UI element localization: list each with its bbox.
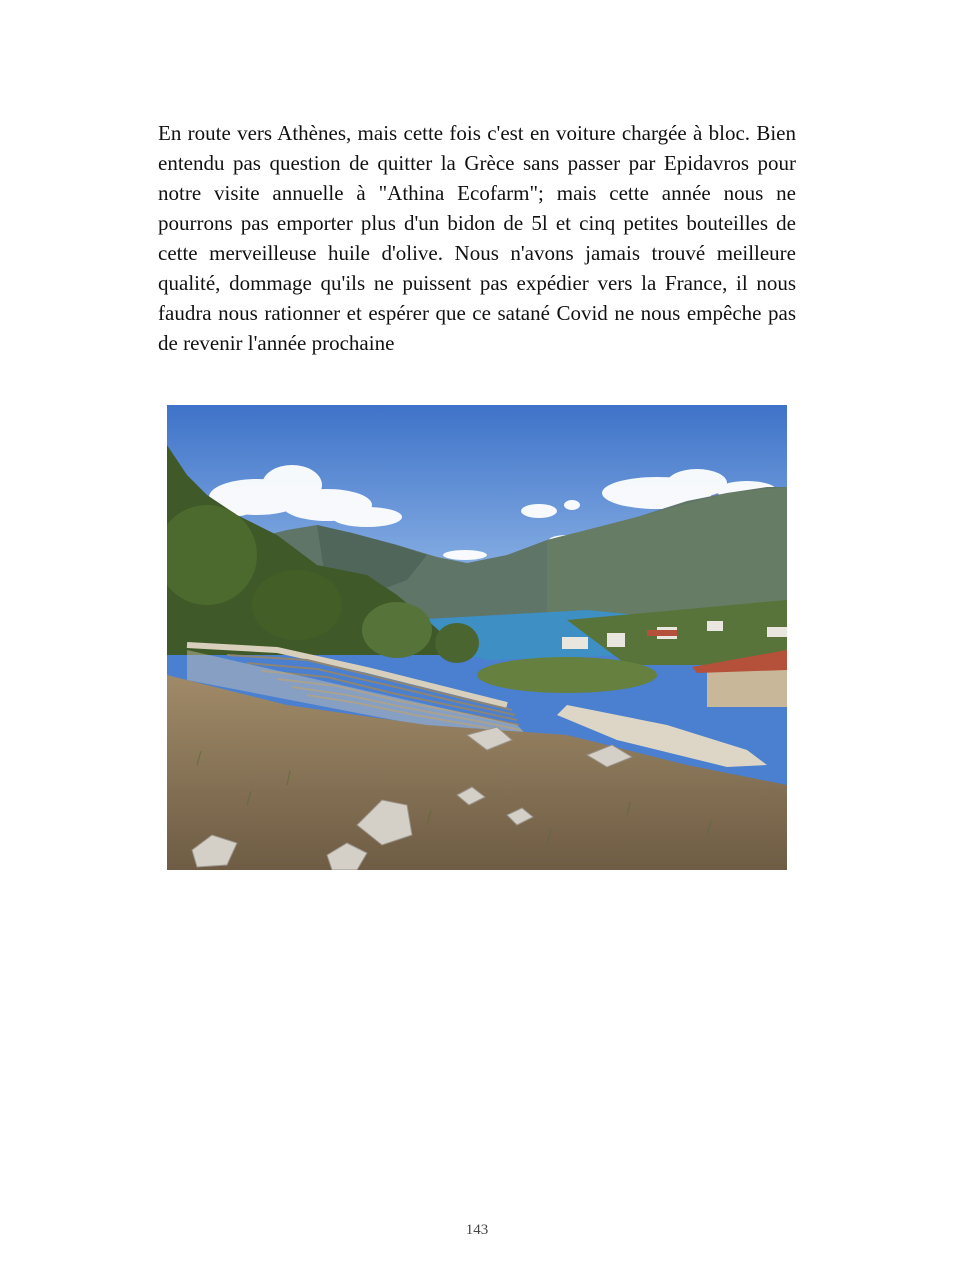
ground — [167, 675, 787, 870]
body-paragraph: En route vers Athènes, mais cette fois c'est en voiture chargée à bloc. Bien entendu pas question de quitter la Grèce sans passer par Epidavros pour notre visite annuelle à "Athina Ecofarm"; mais cette année nous ne pourrons pas emporter plus d'un bidon de 5l et cinq petites bouteilles de cette merveilleuse huile d'olive. Nous n'avons jamais trouvé meilleure qualité, dommage qu'ils ne puissent pas expédier vers la France, il nous faudra nous rationner et espérer que ce satané Covid ne nous empêche pas de revenir l'année prochaine — [158, 121, 796, 355]
landscape-photo — [167, 405, 787, 870]
photo-illustration — [167, 405, 787, 870]
building — [707, 667, 787, 707]
page-number: 143 — [465, 1222, 489, 1238]
